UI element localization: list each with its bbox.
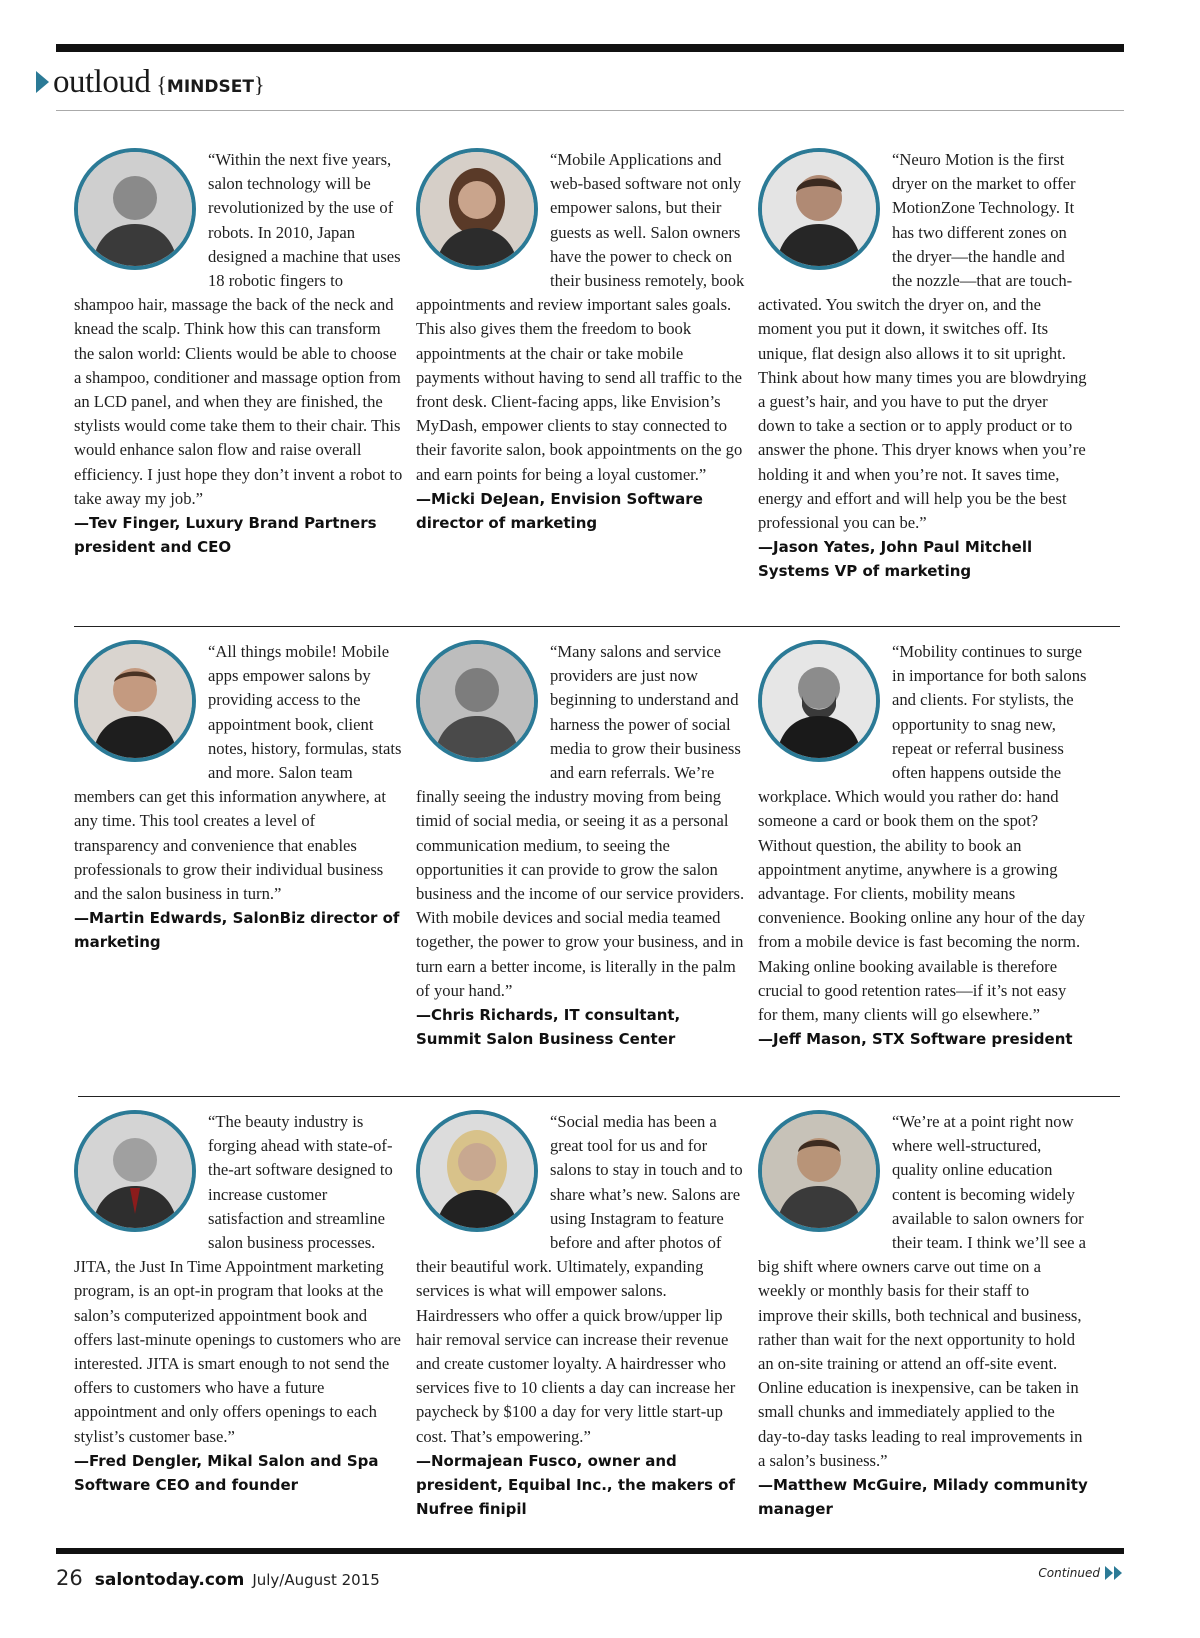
quote-text: “All things mobile! Mobile apps empower salons by providing access to the appointment book, client notes, history, formulas, stats and more. Salon team members can get this information anywhere, at any time. This tool creates a level of transparency and convenience that enables professionals to grow their individual business and the salon business in turn.” [74,642,402,904]
row-divider [74,626,1120,627]
quote-card [416,640,746,1051]
continued-marker [1038,1566,1122,1580]
quote-card [758,640,1088,1051]
section-subtitle: {MINDSET} [156,72,265,97]
portrait-photo [758,1110,880,1232]
quote-text: “Many salons and service providers are just now beginning to understand and harness the power of social media to grow their business and earn referrals. We’re finally seeing the industry moving from being timid of social media, or seeing it as a personal communication medium, to seeing the opportunities it can provide to grow the salon business and the income of our service providers. With mobile devices and social media teamed together, the power to grow your business, and in turn earn a better income, is literally in the palm of your hand.” [416,642,745,1000]
portrait-photo [416,640,538,762]
section-title: outloud [53,63,151,100]
quote-card [758,148,1088,583]
issue-date: July/August 2015 [252,1571,380,1589]
quote-text: “Neuro Motion is the first dryer on the market to offer MotionZone Technology. It has two different zones on the dryer—the handle and the nozzle—that are touch-activated. You switch the dryer on, and the moment you put it down, it switches off. Its unique, flat design also allows it to sit upright. Think about how many times you are blowdrying a guest’s hair, and you have to put the dryer down to take a section or to apply product or to answer the phone. This dryer knows when you’re holding it and when you’re not. It saves time, energy and effort and will help you be the best professional you can be.” [758,150,1087,533]
quote-attribution: —Normajean Fusco, owner and president, Equibal Inc., the makers of Nufree finipil [416,1451,735,1518]
page-number: 26 [56,1566,83,1590]
quote-card [74,640,404,954]
quote-attribution: —Matthew McGuire, Milady community manager [758,1476,1088,1519]
quote-attribution: —Martin Edwards, SalonBiz director of marketing [74,909,400,952]
quote-text: “Social media has been a great tool for us and for salons to stay in touch and to share what’s new. Salons are using Instagram to feature before and after photos of their beautiful work. Ultimately, expanding services is what will empower salons. Hairdressers who offer a quick brow/upper lip hair removal service can increase their revenue and create customer loyalty. A hairdresser who services five to 10 clients a day can increase her paycheck by $100 a day for very little start-up cost. That’s empowering.” [416,1112,743,1446]
quote-text: “The beauty industry is forging ahead with state-of-the-art software designed to increase customer satisfaction and streamline salon business processes. JITA, the Just In Time Appointment marketing program, is an opt-in program that looks at the salon’s computerized appointment book and offers last-minute openings to customers who are interested. JITA is smart enough to not send the offers to customers who have a future appointment and only offers openings to each stylist’s customer base.” [74,1112,401,1446]
portrait-photo [416,148,538,270]
section-header [36,60,265,104]
quote-text: “Mobility continues to surge in importance for both salons and clients. For stylists, the opportunity to snag new, repeat or referral business often happens outside the workplace. Which would you rather do: hand someone a card or book them on the spot? Without question, the ability to book an appointment anytime, anywhere is a growing advantage. For clients, mobility means convenience. Booking online any hour of the day from a mobile device is fast becoming the norm. Making online booking available is therefore crucial to good retention rates—if it’s not easy for them, many clients will go elsewhere.” [758,642,1087,1025]
quote-attribution: —Fred Dengler, Mikal Salon and Spa Software CEO and founder [74,1451,379,1494]
quote-card [758,1110,1088,1521]
portrait-silhouette-icon [78,152,192,266]
header-rule [56,110,1124,111]
portrait-photo [758,148,880,270]
section-arrow-icon [36,71,49,93]
portrait-silhouette-icon [762,152,876,266]
quote-text: “Within the next five years, salon technology will be revolutionized by the use of robots. In 2010, Japan designed a machine that uses 18 robotic fingers to shampoo hair, massage the back of the neck and knead the scalp. Think how this can transform the salon world: Clients would be able to choose a shampoo, conditioner and massage option from an LCD panel, and when they are finished, the stylists would come take them to their chair. This would enhance salon flow and raise overall efficiency. I just hope they don’t invent a robot to take away my job.” [74,150,403,508]
continued-label: Continued [1038,1566,1100,1580]
portrait-silhouette-icon [762,644,876,758]
quote-text: “Mobile Applications and web-based software not only empower salons, but their guests as well. Salon owners have the power to check on their business remotely, book appointments and review important sales goals. This also gives them the freedom to book appointments at the chair or take mobile payments without having to send all traffic to the front desk. Client-facing apps, like Envision’s MyDash, empower clients to stay connected to their favorite salon, book appointments on the go and earn points for being a loyal customer.” [416,150,745,484]
site-name: salontoday.com [94,1570,245,1590]
quote-attribution: —Chris Richards, IT consultant, Summit Salon Business Center [416,1006,681,1049]
quote-card [416,1110,746,1521]
portrait-photo [74,1110,196,1232]
portrait-silhouette-icon [420,152,534,266]
quote-card [74,1110,404,1497]
row-divider [78,1096,1120,1097]
quote-text: “We’re at a point right now where well-structured, quality online education content is becoming widely available to salon owners for their team. I think we’ll see a big shift where owners carve out time on a weekly or monthly basis for their staff to improve their skills, both technical and business, rather than wait for the next opportunity to hold an on-site training or attend an off-site event. Online education is inexpensive, can be taken in small chunks and immediately applied to the day-to-day tasks leading to real improvements in a salon’s business.” [758,1112,1086,1470]
portrait-photo [758,640,880,762]
quote-card [74,148,404,559]
footer-rule [56,1548,1124,1554]
portrait-silhouette-icon [420,1114,534,1228]
continued-arrow-icon [1114,1566,1122,1580]
portrait-silhouette-icon [420,644,534,758]
portrait-silhouette-icon [78,1114,192,1228]
portrait-photo [74,148,196,270]
quote-card [416,148,746,535]
page-footer [56,1566,380,1590]
portrait-photo [416,1110,538,1232]
quote-attribution: —Micki DeJean, Envision Software director of marketing [416,489,703,532]
top-rule [56,44,1124,52]
quote-attribution: —Jason Yates, John Paul Mitchell Systems VP of marketing [758,538,1033,581]
portrait-photo [74,640,196,762]
portrait-silhouette-icon [78,644,192,758]
quote-attribution: —Tev Finger, Luxury Brand Partners president and CEO [74,514,377,557]
continued-arrow-icon [1105,1566,1113,1580]
quote-attribution: —Jeff Mason, STX Software president [758,1030,1073,1049]
portrait-silhouette-icon [762,1114,876,1228]
